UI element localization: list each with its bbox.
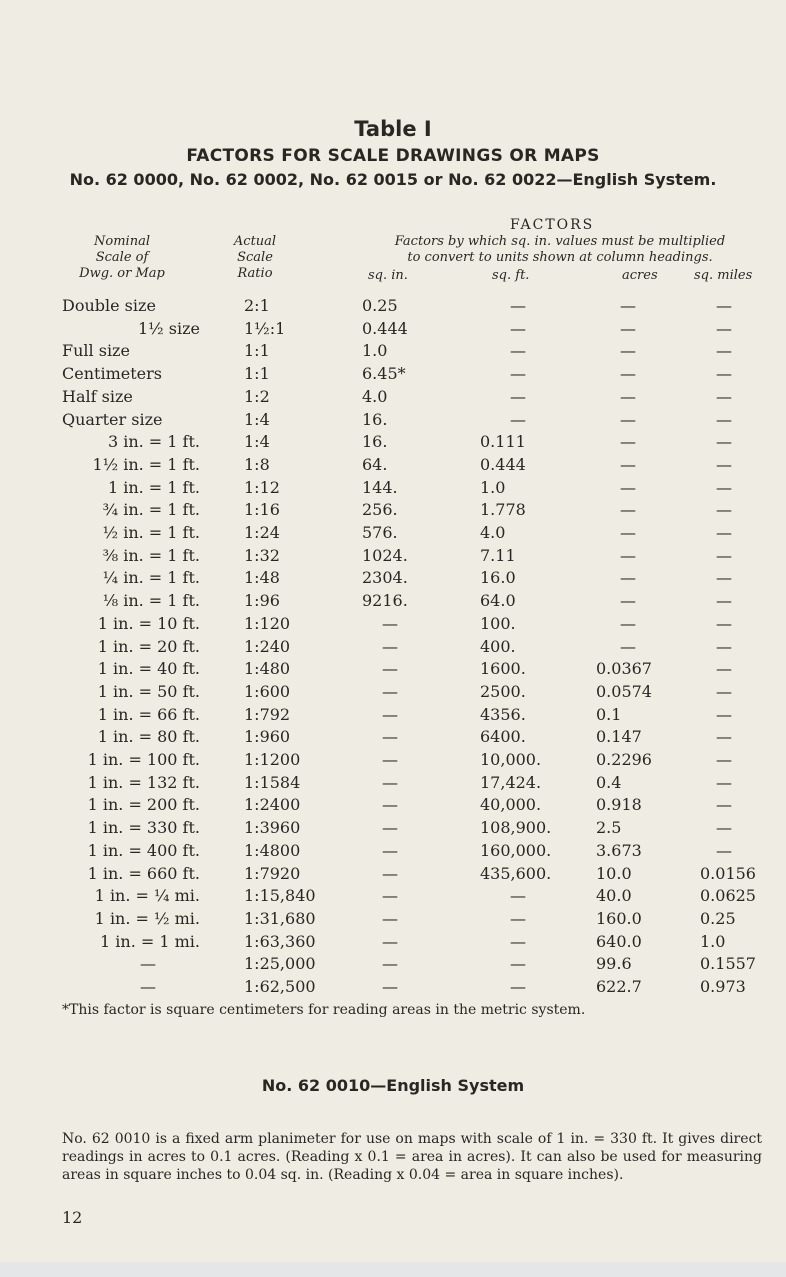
table-row — [0, 773, 786, 795]
column-header-sq-ft: sq. ft. — [492, 268, 530, 283]
cell-acres: 622.7 — [596, 977, 642, 996]
cell-sq-ft: — — [510, 364, 526, 384]
cell-sq-in: 0.25 — [362, 296, 398, 315]
table-row — [0, 818, 786, 840]
cell-acres: 3.673 — [596, 840, 642, 860]
cell-nominal-scale: 1½ size — [138, 318, 200, 338]
cell-acres: — — [620, 477, 636, 497]
cell-sq-ft: 108,900. — [480, 818, 552, 838]
cell-nominal-scale: 1 in. = 660 ft. — [87, 863, 200, 883]
table-row — [0, 727, 786, 749]
cell-acres: — — [620, 318, 636, 338]
cell-sq-ft: 0.444 — [480, 454, 526, 474]
cell-sq-in: 1.0 — [362, 341, 388, 361]
cell-acres: 99.6 — [596, 954, 632, 974]
cell-scale-ratio: 1:2400 — [244, 795, 301, 815]
cell-sq-in: — — [382, 750, 398, 769]
cell-scale-ratio: 1:1584 — [244, 772, 301, 792]
cell-nominal-scale: Full size — [62, 341, 130, 361]
cell-acres: — — [620, 296, 636, 315]
cell-nominal-scale: 1 in. = 80 ft. — [97, 727, 200, 747]
cell-sq-ft: 17,424. — [480, 772, 542, 792]
cell-sq-miles: — — [716, 681, 732, 701]
cell-acres: 40.0 — [596, 886, 632, 906]
table-row — [0, 659, 786, 681]
cell-sq-miles: — — [716, 364, 732, 384]
cell-nominal-scale: 1 in. = 50 ft. — [97, 681, 200, 701]
cell-acres: 160.0 — [596, 908, 642, 928]
table-row — [0, 432, 786, 454]
cell-acres: — — [620, 636, 636, 656]
cell-scale-ratio: 1:8 — [244, 454, 270, 474]
table-row — [0, 886, 786, 908]
cell-sq-in: 256. — [362, 500, 398, 520]
cell-sq-ft: — — [510, 908, 526, 928]
cell-sq-ft: 0.111 — [480, 432, 526, 452]
cell-sq-miles: 0.1557 — [700, 954, 756, 974]
cell-acres: 0.0574 — [596, 681, 652, 701]
cell-sq-ft: — — [510, 977, 526, 996]
cell-sq-ft: 7.11 — [480, 545, 516, 565]
table-row — [0, 909, 786, 931]
cell-sq-miles: — — [716, 772, 732, 792]
cell-nominal-scale: 1 in. = 10 ft. — [97, 613, 200, 633]
cell-sq-miles: — — [716, 613, 732, 633]
cell-scale-ratio: 1:1 — [244, 364, 270, 384]
cell-acres: 0.0367 — [596, 659, 652, 679]
cell-acres: — — [620, 386, 636, 406]
cell-sq-ft: 2500. — [480, 681, 526, 701]
scan-edge — [0, 1262, 786, 1277]
cell-sq-miles: 1.0 — [700, 931, 726, 951]
cell-sq-ft: 16.0 — [480, 568, 516, 588]
table-row — [0, 500, 786, 522]
cell-nominal-scale: Quarter size — [62, 409, 163, 429]
cell-scale-ratio: 1:1200 — [244, 750, 301, 769]
cell-sq-in: — — [382, 795, 398, 815]
table-row — [0, 591, 786, 613]
cell-sq-in: — — [382, 908, 398, 928]
cell-scale-ratio: 1:4 — [244, 409, 270, 429]
table-row — [0, 705, 786, 727]
cell-sq-ft: 10,000. — [480, 750, 542, 769]
table-row — [0, 682, 786, 704]
cell-nominal-scale: ½ in. = 1 ft. — [102, 523, 200, 542]
cell-sq-ft: 1600. — [480, 659, 526, 679]
cell-sq-in: — — [382, 954, 398, 974]
table-row — [0, 455, 786, 477]
cell-sq-in: — — [382, 931, 398, 951]
cell-scale-ratio: 1:240 — [244, 636, 291, 656]
cell-sq-ft: — — [510, 886, 526, 906]
cell-sq-ft: 160,000. — [480, 840, 552, 860]
table-row — [0, 546, 786, 568]
cell-scale-ratio: 1:960 — [244, 727, 291, 747]
cell-sq-in: 144. — [362, 477, 398, 497]
table-row — [0, 954, 786, 976]
cell-sq-miles: — — [716, 545, 732, 565]
cell-sq-miles: — — [716, 409, 732, 429]
page-number: 12 — [62, 1208, 83, 1227]
cell-acres: 10.0 — [596, 863, 632, 883]
header-nominal-line: Scale of — [95, 250, 149, 265]
table-row — [0, 387, 786, 409]
cell-sq-ft: — — [510, 954, 526, 974]
cell-acres: 0.2296 — [596, 750, 652, 769]
cell-scale-ratio: 2:1 — [244, 296, 270, 315]
cell-scale-ratio: 1:62,500 — [244, 977, 316, 996]
header-actual-scale — [215, 234, 295, 282]
column-header-acres: acres — [622, 268, 658, 283]
cell-sq-ft: 4356. — [480, 704, 526, 724]
cell-acres: — — [620, 523, 636, 542]
cell-sq-miles: — — [716, 750, 732, 769]
cell-sq-miles: — — [716, 636, 732, 656]
table-row — [0, 319, 786, 341]
cell-scale-ratio: 1:792 — [244, 704, 291, 724]
table-row — [0, 841, 786, 863]
cell-sq-ft: — — [510, 931, 526, 951]
cell-sq-miles: — — [716, 341, 732, 361]
cell-sq-in: — — [382, 704, 398, 724]
cell-sq-in: — — [382, 727, 398, 747]
cell-scale-ratio: 1½:1 — [244, 318, 286, 338]
cell-sq-ft: 1.0 — [480, 477, 506, 497]
cell-nominal-scale: Double size — [62, 296, 156, 315]
table-row — [0, 614, 786, 636]
cell-sq-in: — — [382, 977, 398, 996]
cell-scale-ratio: 1:32 — [244, 545, 280, 565]
cell-acres: — — [620, 500, 636, 520]
cell-sq-miles: — — [716, 659, 732, 679]
cell-sq-miles: — — [716, 818, 732, 838]
header-actual-line: Scale — [237, 250, 273, 265]
cell-sq-ft: 6400. — [480, 727, 526, 747]
header-factors-line: Factors by which sq. in. values must be multiplied — [394, 234, 726, 249]
table-row — [0, 932, 786, 954]
cell-nominal-scale: 1 in. = 40 ft. — [97, 659, 200, 679]
table-row — [0, 977, 786, 999]
cell-scale-ratio: 1:15,840 — [244, 886, 316, 906]
cell-sq-miles: — — [716, 591, 732, 611]
cell-nominal-scale: 1 in. = ½ mi. — [94, 908, 200, 928]
cell-sq-miles: 0.0156 — [700, 863, 756, 883]
cell-scale-ratio: 1:48 — [244, 568, 280, 588]
cell-nominal-scale: 1 in. = 20 ft. — [97, 636, 200, 656]
cell-scale-ratio: 1:3960 — [244, 818, 301, 838]
factors-heading: FACTORS — [510, 217, 595, 233]
cell-sq-ft: — — [510, 341, 526, 361]
cell-sq-in: 64. — [362, 454, 388, 474]
header-actual-line: Ratio — [237, 266, 273, 281]
cell-nominal-scale: ⅛ in. = 1 ft. — [102, 591, 200, 611]
cell-scale-ratio: 1:480 — [244, 659, 291, 679]
cell-sq-in: — — [382, 863, 398, 883]
table-row — [0, 478, 786, 500]
table-row — [0, 341, 786, 363]
table-row — [0, 296, 786, 318]
cell-acres: 0.4 — [596, 772, 622, 792]
cell-acres: — — [620, 545, 636, 565]
cell-sq-in: — — [382, 886, 398, 906]
cell-nominal-scale: ⅜ in. = 1 ft. — [102, 545, 200, 565]
cell-scale-ratio: 1:25,000 — [244, 954, 316, 974]
table-row — [0, 568, 786, 590]
header-nominal-line: Dwg. or Map — [79, 266, 165, 281]
cell-nominal-scale: 1 in. = 66 ft. — [97, 704, 200, 724]
cell-nominal-scale: 1 in. = 132 ft. — [87, 772, 200, 792]
cell-sq-miles: — — [716, 704, 732, 724]
cell-sq-ft: 100. — [480, 613, 516, 633]
table-row — [0, 750, 786, 772]
cell-acres: — — [620, 591, 636, 611]
cell-acres: 0.1 — [596, 704, 622, 724]
cell-nominal-scale: Half size — [62, 386, 133, 406]
cell-nominal-scale: 1½ in. = 1 ft. — [92, 454, 200, 474]
cell-sq-miles: — — [716, 795, 732, 815]
cell-sq-miles: — — [716, 840, 732, 860]
cell-acres: — — [620, 613, 636, 633]
cell-nominal-scale: ¼ in. = 1 ft. — [102, 568, 200, 588]
cell-sq-miles: 0.25 — [700, 908, 736, 928]
cell-sq-in: 2304. — [362, 568, 408, 588]
cell-scale-ratio: 1:7920 — [244, 863, 301, 883]
cell-scale-ratio: 1:16 — [244, 500, 280, 520]
cell-sq-in: 9216. — [362, 591, 408, 611]
column-header-sq-in: sq. in. — [368, 268, 408, 283]
cell-acres: 2.5 — [596, 818, 622, 838]
cell-nominal-scale: 3 in. = 1 ft. — [107, 432, 200, 452]
header-nominal-scale — [62, 234, 182, 282]
cell-sq-ft: 1.778 — [480, 500, 526, 520]
cell-acres: — — [620, 341, 636, 361]
cell-nominal-scale: ¾ in. = 1 ft. — [102, 500, 200, 520]
cell-sq-in: — — [382, 840, 398, 860]
cell-scale-ratio: 1:31,680 — [244, 908, 316, 928]
cell-sq-miles: — — [716, 296, 732, 315]
cell-nominal-scale: — — [140, 977, 156, 996]
cell-sq-ft: 64.0 — [480, 591, 516, 611]
table-title: Table I — [354, 117, 432, 141]
table-subtitle: FACTORS FOR SCALE DRAWINGS OR MAPS — [186, 146, 600, 166]
cell-nominal-scale: 1 in. = 100 ft. — [87, 750, 200, 769]
cell-sq-miles: 0.973 — [700, 977, 746, 996]
header-nominal-line: Nominal — [94, 234, 150, 249]
cell-acres: — — [620, 364, 636, 384]
cell-sq-in: — — [382, 772, 398, 792]
cell-sq-in: 576. — [362, 523, 398, 542]
cell-nominal-scale: — — [140, 954, 156, 974]
cell-nominal-scale: Centimeters — [62, 364, 162, 384]
cell-scale-ratio: 1:4 — [244, 432, 270, 452]
model-numbers-line: No. 62 0000, No. 62 0002, No. 62 0015 or No. 62 0022—English System. — [69, 170, 717, 189]
cell-sq-in: 16. — [362, 432, 388, 452]
cell-scale-ratio: 1:96 — [244, 591, 280, 611]
cell-sq-ft: 400. — [480, 636, 516, 656]
cell-sq-ft: 435,600. — [480, 863, 552, 883]
cell-scale-ratio: 1:12 — [244, 477, 280, 497]
cell-scale-ratio: 1:1 — [244, 341, 270, 361]
cell-sq-ft: 40,000. — [480, 795, 542, 815]
cell-scale-ratio: 1:63,360 — [244, 931, 316, 951]
cell-scale-ratio: 1:600 — [244, 681, 291, 701]
description-paragraph: No. 62 0010 is a fixed arm planimeter for use on maps with scale of 1 in. = 330 ft. It gives direct readings in acres to 0.1 acres. (Reading x 0.1 = area in acres). It can also be used for measuring areas in square inches to 0.04 sq. in. (Reading x 0.04 = area in square inches). — [62, 1131, 762, 1183]
cell-sq-miles: — — [716, 500, 732, 520]
cell-sq-miles: — — [716, 477, 732, 497]
cell-nominal-scale: 1 in. = 400 ft. — [87, 840, 200, 860]
cell-sq-miles: — — [716, 568, 732, 588]
cell-scale-ratio: 1:120 — [244, 613, 291, 633]
cell-acres: — — [620, 432, 636, 452]
cell-nominal-scale: 1 in. = ¼ mi. — [94, 886, 200, 906]
cell-sq-miles: — — [716, 523, 732, 542]
cell-acres: — — [620, 568, 636, 588]
cell-sq-miles: — — [716, 432, 732, 452]
cell-sq-in: — — [382, 681, 398, 701]
table-row — [0, 410, 786, 432]
table-row — [0, 523, 786, 545]
cell-nominal-scale: 1 in. = 200 ft. — [87, 795, 200, 815]
header-factors-line: to convert to units shown at column headings. — [407, 250, 713, 265]
footnote: *This factor is square centimeters for reading areas in the metric system. — [62, 1002, 586, 1018]
cell-sq-miles: — — [716, 386, 732, 406]
cell-sq-in: 16. — [362, 409, 388, 429]
cell-acres: 0.918 — [596, 795, 642, 815]
cell-sq-in: 4.0 — [362, 386, 388, 406]
cell-sq-in: — — [382, 613, 398, 633]
cell-nominal-scale: 1 in. = 1 mi. — [100, 931, 200, 951]
cell-sq-in: — — [382, 659, 398, 679]
table-row — [0, 864, 786, 886]
cell-sq-miles: — — [716, 727, 732, 747]
cell-sq-ft: — — [510, 318, 526, 338]
cell-scale-ratio: 1:2 — [244, 386, 270, 406]
cell-sq-miles: 0.0625 — [700, 886, 756, 906]
cell-nominal-scale: 1 in. = 1 ft. — [107, 477, 200, 497]
cell-sq-ft: — — [510, 296, 526, 315]
column-header-sq-miles: sq. miles — [694, 268, 753, 283]
cell-sq-in: 1024. — [362, 545, 408, 565]
cell-acres: — — [620, 409, 636, 429]
table-row — [0, 637, 786, 659]
cell-sq-miles: — — [716, 318, 732, 338]
cell-sq-ft: — — [510, 386, 526, 406]
cell-acres: — — [620, 454, 636, 474]
cell-scale-ratio: 1:4800 — [244, 840, 301, 860]
cell-sq-ft: 4.0 — [480, 523, 506, 542]
cell-scale-ratio: 1:24 — [244, 523, 280, 542]
cell-sq-in: 0.444 — [362, 318, 408, 338]
cell-acres: 640.0 — [596, 931, 642, 951]
cell-sq-in: — — [382, 636, 398, 656]
table-row — [0, 795, 786, 817]
cell-sq-miles: — — [716, 454, 732, 474]
section-title: No. 62 0010—English System — [261, 1076, 525, 1095]
header-actual-line: Actual — [233, 234, 277, 249]
cell-sq-in: — — [382, 818, 398, 838]
cell-sq-in: 6.45* — [362, 364, 406, 384]
table-row — [0, 364, 786, 386]
header-factors-description — [360, 234, 760, 266]
cell-sq-ft: — — [510, 409, 526, 429]
cell-acres: 0.147 — [596, 727, 642, 747]
cell-nominal-scale: 1 in. = 330 ft. — [87, 818, 200, 838]
